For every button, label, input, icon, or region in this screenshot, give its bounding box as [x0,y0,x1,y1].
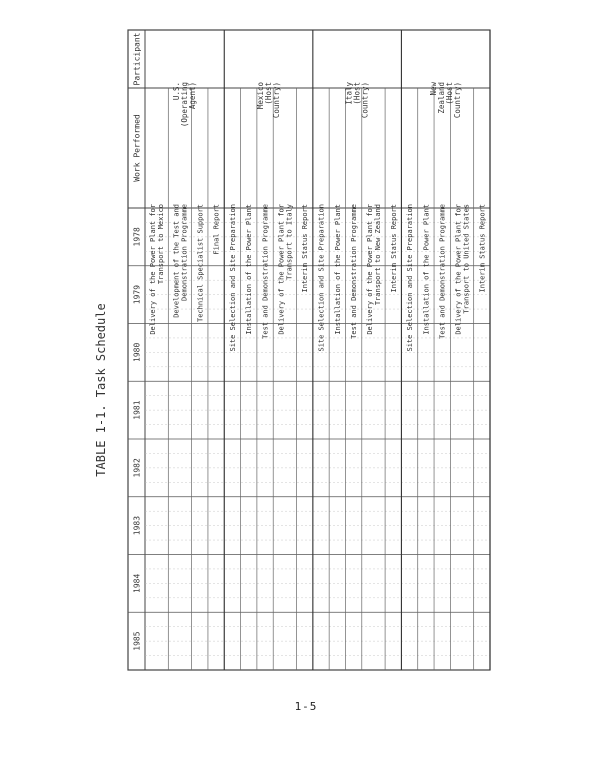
work-item-label: Installation of the Power Plant [245,204,254,335]
work-item-label: Delivery of the Power Plant for [365,204,374,335]
header-year-1980: 1980 [132,342,142,363]
work-item-label: Development of the Test and [172,204,181,318]
work-item-label: Transport to United States [462,204,471,314]
participant-label: Italy [344,82,354,105]
work-item-label: Test and Demonstration Programme [350,204,359,339]
work-item-label: Interim Status Report [389,204,398,293]
work-item-label: Transport to Italy [285,204,294,280]
work-item-label: Test and Demonstration Programme [261,204,270,339]
participant-label: (Host [264,82,274,105]
header-year-1983: 1983 [132,515,142,536]
header-year-1978: 1978 [132,227,142,247]
work-item-label: Interim Status Report [301,204,310,293]
work-item-label: Delivery of the Power Plant for [454,204,463,335]
work-item-label: Transport to New Zealand [373,204,382,306]
participant-label: Country) [272,82,282,119]
work-item-label: Site Selection and Site Preparation [317,204,326,352]
header-year-1979: 1979 [132,284,142,305]
participant-label: (Host [352,82,362,105]
work-item-label: Transport to Mexico [157,204,166,285]
header-year-1985: 1985 [132,631,142,651]
work-item-label: Interim Status Report [478,204,487,293]
header-work-performed: Work Performed [132,114,142,182]
header-year-1981: 1981 [132,400,142,420]
header-year-1982: 1982 [132,458,142,478]
participant-label: (Host [445,82,455,105]
work-item-label: Installation of the Power Plant [422,204,431,335]
work-item-label: Final Report [212,204,221,255]
page-number: 1-5 [294,700,318,713]
participant-label: Mexico [256,82,266,110]
header-participant: Participant [132,32,142,86]
work-item-label: Site Selection and Site Preparation [228,204,237,352]
participant-label: Country) [453,82,463,119]
participant-label: Country) [360,82,370,119]
work-item-label: Installation of the Power Plant [333,204,342,335]
work-item-label: Demonstration Programme [180,204,189,301]
participant-label: Zealand [437,82,447,114]
participant-label: Agent) [188,82,198,110]
work-item-label: Site Selection and Site Preparation [406,204,415,352]
work-item-label: Test and Demonstration Programme [438,204,447,339]
participant-label: U.S. [172,82,182,101]
work-item-label: Delivery of the Power Plant for [277,204,286,335]
work-item-label: Delivery of the Power Plant for [149,204,158,335]
page-title: TABLE 1-1. Task Schedule [94,303,108,477]
work-item-label: Technical Specialist Support [196,204,205,323]
header-year-1984: 1984 [132,573,142,594]
participant-label: New [429,82,439,96]
participant-label: (Operating [180,82,190,128]
